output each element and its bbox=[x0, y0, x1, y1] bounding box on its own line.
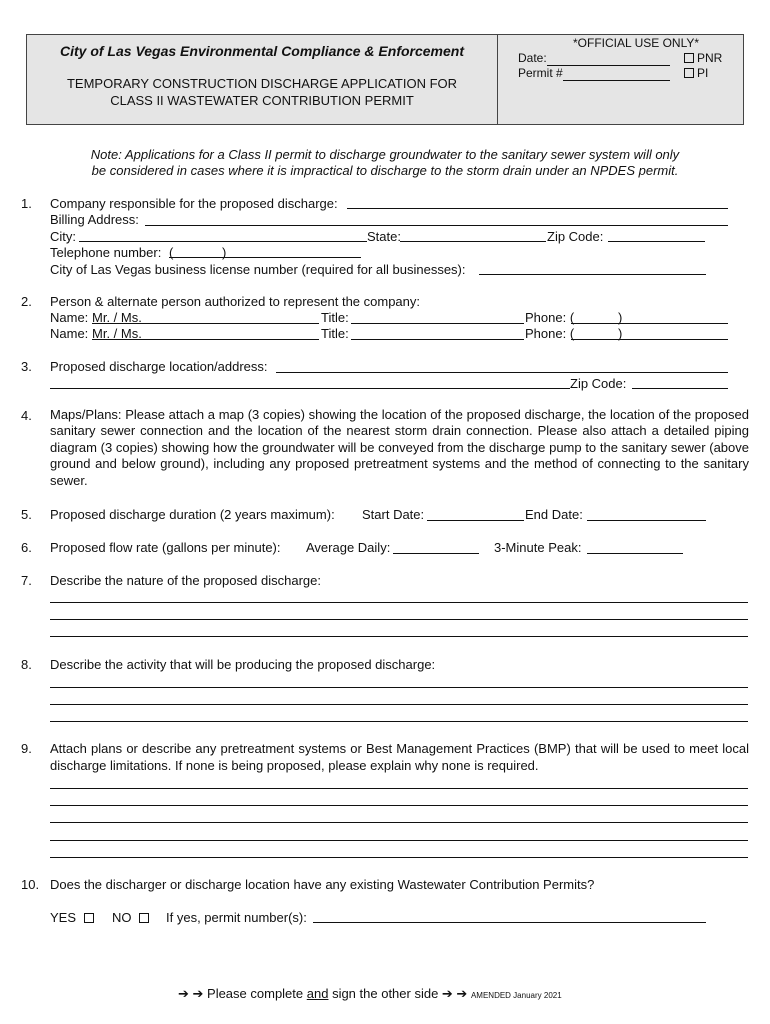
q8-label: Describe the activity that will be producing the proposed discharge: bbox=[50, 657, 436, 672]
q6-number: 6. bbox=[21, 540, 32, 555]
q9-number: 9. bbox=[21, 741, 32, 756]
peak-label: 3-Minute Peak: bbox=[494, 540, 582, 555]
footer-text-post: sign the other side bbox=[328, 986, 442, 1001]
footer-text-and: and bbox=[306, 986, 329, 1001]
q9-answer-line-1[interactable] bbox=[50, 788, 748, 789]
telephone-field[interactable] bbox=[169, 257, 361, 258]
zip-field[interactable] bbox=[608, 241, 705, 242]
form-title-line2: CLASS II WASTEWATER CONTRIBUTION PERMIT bbox=[110, 93, 414, 108]
name2-mr-ms: Mr. / Ms. bbox=[92, 326, 142, 341]
location-field-2[interactable] bbox=[50, 388, 570, 389]
official-date-label: Date: bbox=[518, 51, 547, 65]
phone2-label: Phone: ( bbox=[525, 326, 575, 341]
name1-mr-ms: Mr. / Ms. bbox=[92, 310, 142, 325]
pi-checkbox[interactable] bbox=[684, 68, 694, 78]
business-license-field[interactable] bbox=[479, 274, 706, 275]
arrow-right-icon: ➔ ➔ bbox=[178, 986, 204, 1001]
no-checkbox[interactable] bbox=[139, 913, 149, 923]
average-daily-field[interactable] bbox=[393, 553, 479, 554]
business-license-label: City of Las Vegas business license number (required for all businesses): bbox=[50, 262, 466, 277]
q6-label: Proposed flow rate (gallons per minute): bbox=[50, 540, 281, 555]
name2-label: Name: bbox=[50, 326, 89, 341]
note-line2: be considered in cases where it is impractical to discharge to the storm drain under an NPDES permit. bbox=[91, 163, 679, 178]
location-field-1[interactable] bbox=[276, 372, 728, 373]
q4-number: 4. bbox=[21, 408, 32, 423]
official-permit-label: Permit # bbox=[518, 66, 563, 80]
state-field[interactable] bbox=[400, 241, 546, 242]
q7-number: 7. bbox=[21, 573, 32, 588]
no-option bbox=[112, 910, 152, 925]
pnr-checkbox[interactable] bbox=[684, 53, 694, 63]
end-date-label: End Date: bbox=[525, 507, 583, 522]
q2-number: 2. bbox=[21, 294, 32, 309]
phone1-label: Phone: ( bbox=[525, 310, 575, 325]
official-permit-field[interactable] bbox=[563, 80, 670, 81]
phone2-paren-close: ) bbox=[618, 326, 623, 341]
title1-field[interactable] bbox=[351, 323, 524, 324]
q3-label: Proposed discharge location/address: bbox=[50, 359, 268, 374]
pi-option bbox=[684, 66, 708, 80]
title2-field[interactable] bbox=[351, 339, 524, 340]
city-label: City: bbox=[50, 229, 76, 244]
zip-label: Zip Code: bbox=[547, 229, 604, 244]
q9-text: Attach plans or describe any pretreatment systems or Best Management Practices (BMP) that will be used to meet local discharge limitations. If none is being proposed, please explain why none is required. bbox=[50, 741, 749, 773]
yes-label: YES bbox=[50, 910, 77, 925]
pi-label: PI bbox=[697, 66, 709, 80]
no-label: NO bbox=[112, 910, 132, 925]
q2-label: Person & alternate person authorized to represent the company: bbox=[50, 294, 420, 309]
amended-date: AMENDED January 2021 bbox=[470, 991, 562, 1000]
q10-number: 10. bbox=[21, 877, 40, 892]
permit-numbers-field[interactable] bbox=[313, 922, 706, 923]
q4-text: Maps/Plans: Please attach a map (3 copies) showing the location of the proposed discharge, the location of the proposed sanitary sewer connection and the location of the nearest storm drain connection. Please also attach a detailed piping diagram (3 copies) showing how the groundwater will be conveyed from the discharge pump to the sanitary sewer (above ground and below ground), including any proposed pretreatment systems and the method of connecting to the sanitary sewer. bbox=[50, 407, 749, 488]
q1-company-label: Company responsible for the proposed discharge: bbox=[50, 196, 338, 211]
form-title-line1: TEMPORARY CONSTRUCTION DISCHARGE APPLICATION FOR bbox=[66, 76, 458, 91]
title1-label: Title: bbox=[321, 310, 349, 325]
yes-option bbox=[50, 910, 97, 925]
company-field[interactable] bbox=[347, 208, 728, 209]
title2-label: Title: bbox=[321, 326, 349, 341]
note-line1: Note: Applications for a Class II permit to discharge groundwater to the sanitary sewer system will only bbox=[90, 147, 680, 162]
q9-answer-line-5[interactable] bbox=[50, 857, 748, 858]
q8-number: 8. bbox=[21, 657, 32, 672]
pnr-option bbox=[684, 51, 722, 65]
average-daily-label: Average Daily: bbox=[306, 540, 391, 555]
telephone-paren-open: ( bbox=[169, 245, 174, 260]
q7-answer-line-3[interactable] bbox=[50, 636, 748, 637]
organization-name: City of Las Vegas Environmental Compliance & Enforcement bbox=[59, 43, 465, 59]
q3-number: 3. bbox=[21, 359, 32, 374]
name2-field[interactable] bbox=[92, 339, 319, 340]
q8-answer-line-3[interactable] bbox=[50, 721, 748, 722]
arrow-right-icon-2: ➔ ➔ bbox=[441, 986, 468, 1001]
phone1-paren-close: ) bbox=[618, 310, 623, 325]
start-date-label: Start Date: bbox=[362, 507, 425, 522]
telephone-paren-close: ) bbox=[222, 245, 227, 260]
q8-answer-line-1[interactable] bbox=[50, 687, 748, 688]
pnr-label: PNR bbox=[697, 51, 723, 65]
billing-address-label: Billing Address: bbox=[50, 212, 139, 227]
q3-zip-field[interactable] bbox=[632, 388, 728, 389]
phone2-field[interactable] bbox=[571, 339, 728, 340]
end-date-field[interactable] bbox=[587, 520, 706, 521]
header-box bbox=[26, 34, 744, 125]
q3-zip-label: Zip Code: bbox=[570, 376, 627, 391]
city-field[interactable] bbox=[79, 241, 367, 242]
q10-label: Does the discharger or discharge location have any existing Wastewater Contribution Permits? bbox=[50, 877, 595, 892]
name1-field[interactable] bbox=[92, 323, 319, 324]
footer-instruction bbox=[178, 986, 562, 1002]
q5-number: 5. bbox=[21, 507, 32, 522]
peak-field[interactable] bbox=[587, 553, 683, 554]
footer-text-pre: Please complete bbox=[203, 986, 307, 1001]
name1-label: Name: bbox=[50, 310, 89, 325]
q9-answer-line-3[interactable] bbox=[50, 822, 748, 823]
start-date-field[interactable] bbox=[427, 520, 524, 521]
permit-numbers-label: If yes, permit number(s): bbox=[166, 910, 307, 925]
phone1-field[interactable] bbox=[571, 323, 728, 324]
telephone-label: Telephone number: bbox=[50, 245, 162, 260]
yes-checkbox[interactable] bbox=[84, 913, 94, 923]
q8-answer-line-2[interactable] bbox=[50, 704, 748, 705]
billing-address-field[interactable] bbox=[145, 225, 728, 226]
official-date-field[interactable] bbox=[547, 65, 670, 66]
q9-answer-line-4[interactable] bbox=[50, 840, 748, 841]
official-use-heading: *OFFICIAL USE ONLY* bbox=[573, 36, 700, 50]
header-divider bbox=[497, 35, 498, 124]
q5-label: Proposed discharge duration (2 years maximum): bbox=[50, 507, 335, 522]
q9-answer-line-2[interactable] bbox=[50, 805, 748, 806]
q7-label: Describe the nature of the proposed discharge: bbox=[50, 573, 322, 588]
q1-number: 1. bbox=[21, 196, 32, 211]
q7-answer-line-2[interactable] bbox=[50, 619, 748, 620]
state-label: State: bbox=[367, 229, 401, 244]
q7-answer-line-1[interactable] bbox=[50, 602, 748, 603]
